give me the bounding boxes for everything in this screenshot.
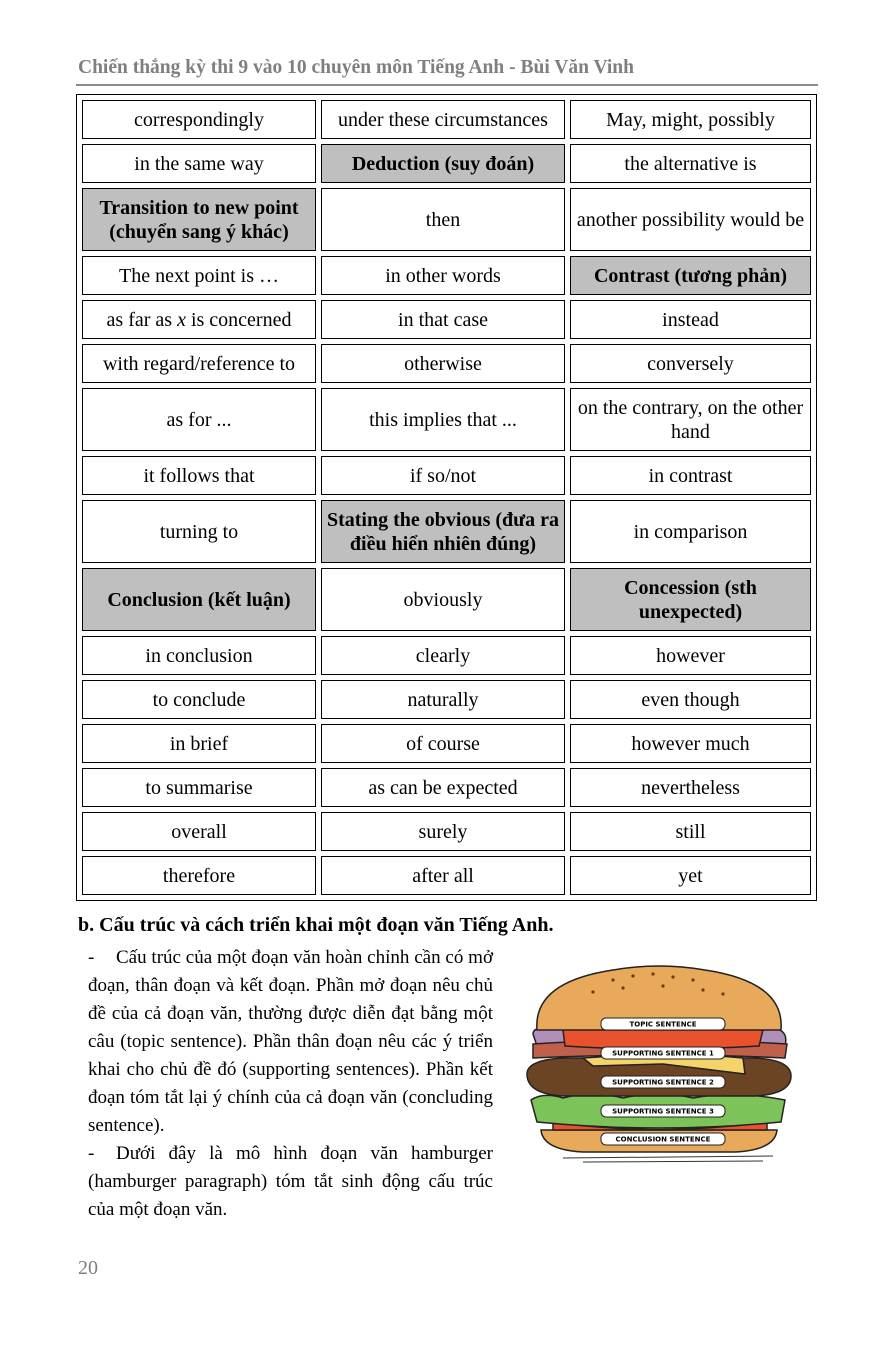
table-cell: with regard/reference to xyxy=(82,344,316,383)
burger-label: CONCLUSION SENTENCE xyxy=(615,1135,711,1144)
category-header-cell: Conclusion (kết luận) xyxy=(82,568,316,631)
category-header-cell: Deduction (suy đoán) xyxy=(321,144,565,183)
table-cell: May, might, possibly xyxy=(570,100,811,139)
table-cell: after all xyxy=(321,856,565,895)
header-divider xyxy=(76,84,818,86)
table-row xyxy=(82,724,811,763)
section-body xyxy=(88,944,493,1224)
table-cell: The next point is … xyxy=(82,256,316,295)
table-cell: in brief xyxy=(82,724,316,763)
table-cell: under these circumstances xyxy=(321,100,565,139)
table-row xyxy=(82,388,811,451)
table-cell: to conclude xyxy=(82,680,316,719)
table-cell: turning to xyxy=(82,500,316,563)
table-cell: the alternative is xyxy=(570,144,811,183)
table-cell: another possibility would be xyxy=(570,188,811,251)
table-row xyxy=(82,144,811,183)
table-row xyxy=(82,456,811,495)
category-header-cell: Contrast (tương phản) xyxy=(570,256,811,295)
table-cell: as for ... xyxy=(82,388,316,451)
table-cell: as can be expected xyxy=(321,768,565,807)
running-head: Chiến thắng kỳ thi 9 vào 10 chuyên môn Tiếng Anh - Bùi Văn Vinh xyxy=(78,57,634,78)
section-title: b. Cấu trúc và cách triển khai một đoạn văn Tiếng Anh. xyxy=(78,914,554,936)
table-cell: overall xyxy=(82,812,316,851)
table-cell: this implies that ... xyxy=(321,388,565,451)
ground-lines xyxy=(563,1156,773,1162)
hamburger-paragraph-illustration xyxy=(523,962,795,1167)
category-header-cell: Transition to new point (chuyển sang ý khác) xyxy=(82,188,316,251)
table-cell: nevertheless xyxy=(570,768,811,807)
cell-text-part: x xyxy=(177,308,186,331)
table-row xyxy=(82,568,811,631)
table-row xyxy=(82,500,811,563)
table-cell: correspondingly xyxy=(82,100,316,139)
table-cell: instead xyxy=(570,300,811,339)
table-cell: in conclusion xyxy=(82,636,316,675)
paragraph xyxy=(88,944,493,1140)
table-row xyxy=(82,636,811,675)
table-cell: in comparison xyxy=(570,500,811,563)
table-body xyxy=(82,100,811,895)
table-cell: naturally xyxy=(321,680,565,719)
burger-label: SUPPORTING SENTENCE 2 xyxy=(612,1078,714,1087)
table-row xyxy=(82,256,811,295)
table-cell: in contrast xyxy=(570,456,811,495)
table-cell: therefore xyxy=(82,856,316,895)
table-row xyxy=(82,188,811,251)
table-row xyxy=(82,100,811,139)
table-row xyxy=(82,300,811,339)
table-cell: however much xyxy=(570,724,811,763)
cell-text-part: is concerned xyxy=(185,308,292,331)
bullet-dash: - xyxy=(88,1143,95,1164)
table-cell: however xyxy=(570,636,811,675)
table-cell: on the contrary, on the other hand xyxy=(570,388,811,451)
burger-label: TOPIC SENTENCE xyxy=(629,1020,697,1029)
table-cell: to summarise xyxy=(82,768,316,807)
category-header-cell: Concession (sth unexpected) xyxy=(570,568,811,631)
table-cell: even though xyxy=(570,680,811,719)
table-cell: in that case xyxy=(321,300,565,339)
table-cell: in other words xyxy=(321,256,565,295)
table-row xyxy=(82,344,811,383)
table-cell: clearly xyxy=(321,636,565,675)
paragraph xyxy=(88,1140,493,1224)
table-cell: otherwise xyxy=(321,344,565,383)
paragraph-text: Cấu trúc của một đoạn văn hoàn chỉnh cần có mở đoạn, thân đoạn và kết đoạn. Phần mở đoạn nêu chủ đề của cả đoạn văn, thường được diễn đạt bằng một câu (topic sentence). Phần thân đoạn nêu các ý triển khai cho chủ đề đó (supporting sentences). Phần kết đoạn tóm tắt lại ý chính của cả đoạn văn (concluding sentence). xyxy=(88,947,493,1136)
transition-words-table xyxy=(76,94,817,901)
bullet-dash: - xyxy=(88,947,95,968)
table-cell: still xyxy=(570,812,811,851)
table-cell: then xyxy=(321,188,565,251)
table-row xyxy=(82,680,811,719)
burger-label: SUPPORTING SENTENCE 1 xyxy=(612,1049,714,1058)
table-cell: yet xyxy=(570,856,811,895)
table-cell: if so/not xyxy=(321,456,565,495)
table-cell xyxy=(82,300,316,339)
table-cell: obviously xyxy=(321,568,565,631)
table-row xyxy=(82,768,811,807)
table-cell: it follows that xyxy=(82,456,316,495)
table-row xyxy=(82,856,811,895)
table-cell: of course xyxy=(321,724,565,763)
table-cell: surely xyxy=(321,812,565,851)
page-number: 20 xyxy=(78,1257,98,1279)
cell-text-part: as far as xyxy=(106,308,178,331)
table-cell: in the same way xyxy=(82,144,316,183)
burger-label: SUPPORTING SENTENCE 3 xyxy=(612,1107,714,1116)
table-cell: conversely xyxy=(570,344,811,383)
category-header-cell: Stating the obvious (đưa ra điều hiển nhiên đúng) xyxy=(321,500,565,563)
paragraph-text: Dưới đây là mô hình đoạn văn hamburger (hamburger paragraph) tóm tắt sinh động cấu trúc của một đoạn văn. xyxy=(88,1143,493,1220)
table-row xyxy=(82,812,811,851)
